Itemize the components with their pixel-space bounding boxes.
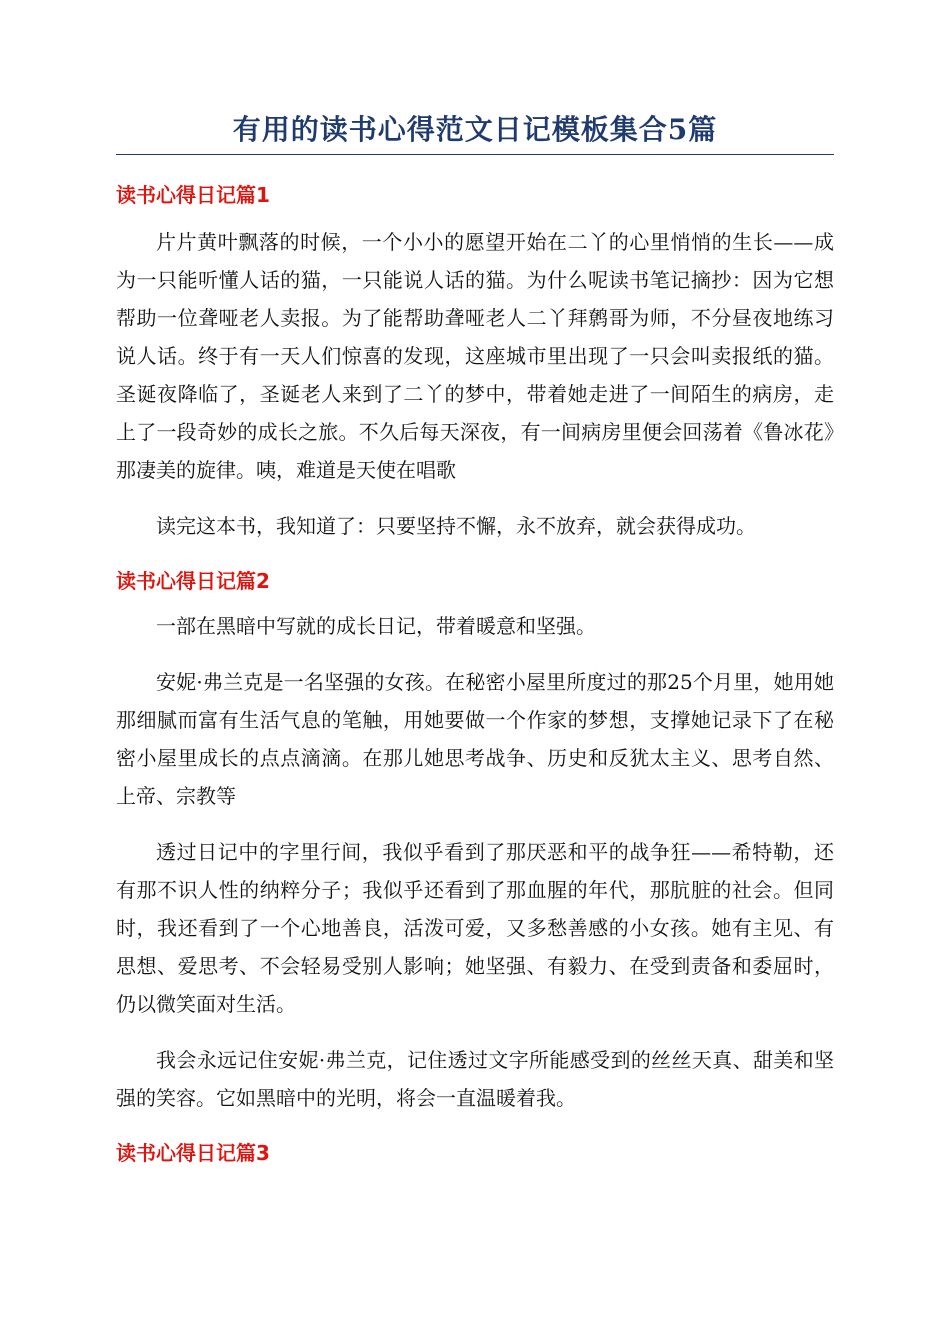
paragraph: 透过日记中的字里行间，我似乎看到了那厌恶和平的战争狂——希特勒，还有那不识人性的纳粹分子；我似乎还看到了那血腥的年代，那肮脏的社会。但同时，我还看到了一个心地善良，活泼可爱，又多愁善感的小女孩。她有主见、有思想、爱思考、不会轻易受别人影响；她坚强、有毅力、在受到责备和委屈时，仍以微笑面对生活。 xyxy=(116,840,834,1016)
paragraph: 片片黄叶飘落的时候，一个小小的愿望开始在二丫的心里悄悄的生长——成为一只能听懂人话的猫，一只能说人话的猫。为什么呢读书笔记摘抄：因为它想帮助一位聋哑老人卖报。为了能帮助聋哑老人二丫拜鹩哥为师，不分昼夜地练习说人话。终于有一天人们惊喜的发现，这座城市里出现了一只会叫卖报纸的猫。圣诞夜降临了，圣诞老人来到了二丫的梦中，带着她走进了一间陌生的病房，走上了一段奇妙的成长之旅。不久后每天深夜，有一间病房里便会回荡着《鲁冰花》那凄美的旋律。咦，难道是天使在唱歌 xyxy=(116,230,834,482)
paragraph: 读完这本书，我知道了：只要坚持不懈，永不放弃，就会获得成功。 xyxy=(156,514,756,538)
section-1 xyxy=(116,181,834,545)
section-3 xyxy=(116,1139,834,1167)
section-heading: 读书心得日记篇2 xyxy=(116,569,270,593)
section-2 xyxy=(116,567,834,1117)
section-heading: 读书心得日记篇3 xyxy=(116,1141,270,1165)
paragraph: 安妮·弗兰克是一名坚强的女孩。在秘密小屋里所度过的那25个月里，她用她那细腻而富有生活气息的笔触，用她要做一个作家的梦想，支撑她记录下了在秘密小屋里成长的点点滴滴。在那儿她思考战争、历史和反犹太主义、思考自然、上帝、宗教等 xyxy=(116,670,834,808)
section-heading: 读书心得日记篇1 xyxy=(116,183,270,207)
paragraph: 一部在黑暗中写就的成长日记，带着暖意和坚强。 xyxy=(156,614,596,638)
document-page xyxy=(116,110,834,1179)
document-title: 有用的读书心得范文日记模板集合5篇 xyxy=(116,110,834,155)
paragraph: 我会永远记住安妮·弗兰克，记住透过文字所能感受到的丝丝天真、甜美和坚强的笑容。它如黑暗中的光明，将会一直温暖着我。 xyxy=(116,1048,834,1110)
